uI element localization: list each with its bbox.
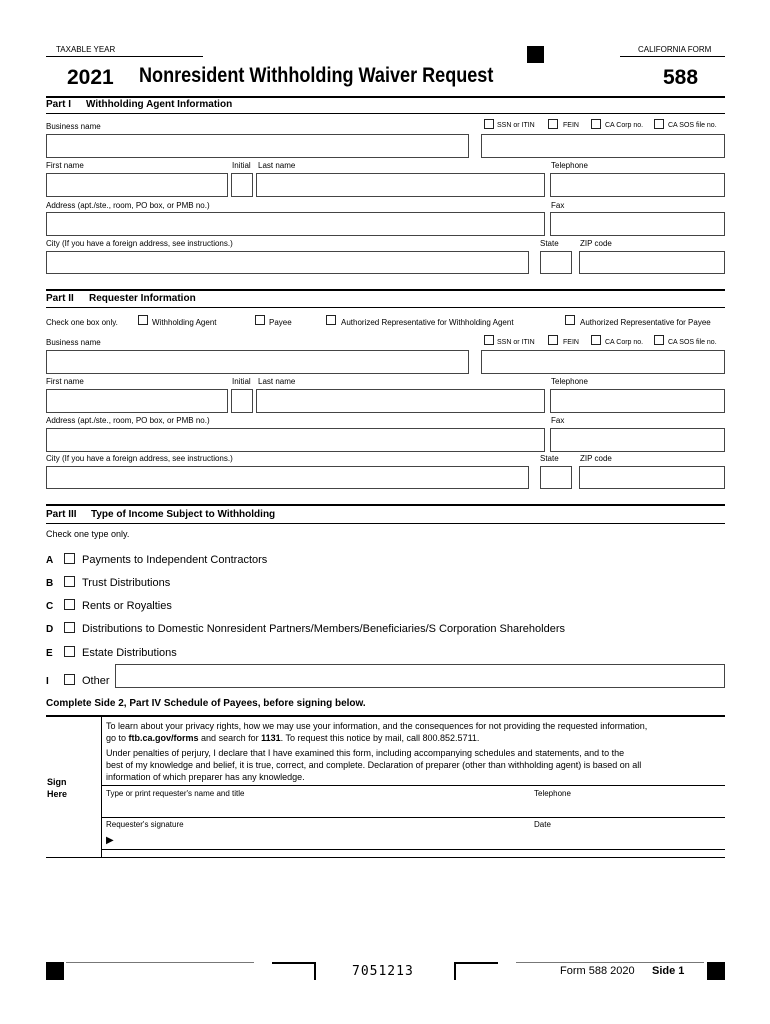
- requester-signature-label: Requester's signature: [106, 820, 184, 829]
- sign-label: Sign: [47, 777, 67, 787]
- p1-telephone-input[interactable]: [550, 173, 725, 197]
- p2-initial-label: Initial: [232, 377, 251, 386]
- p1-state-input[interactable]: [540, 251, 572, 274]
- part1-label: Part I: [46, 99, 72, 110]
- here-label: Here: [47, 789, 68, 799]
- p2-city-input[interactable]: [46, 466, 529, 489]
- p2-auth-rep-payee-checkbox[interactable]: [565, 315, 575, 325]
- perjury-line-1: Under penalties of perjury, I declare that I have examined this form, including accompanying schedules and statements, and to the: [106, 748, 625, 758]
- p2-auth-rep-agent-label: Authorized Representative for Withholding Agent: [341, 318, 514, 327]
- p1-cacorp-checkbox[interactable]: [591, 119, 601, 129]
- perjury-line-3: information of which preparer has any knowledge.: [106, 772, 305, 782]
- p2-auth-rep-agent-checkbox[interactable]: [326, 315, 336, 325]
- p3-item-e-label: Estate Distributions: [82, 647, 177, 659]
- p1-cacorp-label: CA Corp no.: [605, 122, 644, 129]
- privacy-mail-notice: . To request this notice by mail, call 800.852.5711.: [280, 733, 480, 743]
- p1-first-name-input[interactable]: [46, 173, 228, 197]
- p3-letter-d: D: [46, 624, 54, 635]
- p1-fax-input[interactable]: [550, 212, 725, 236]
- p3-letter-e: E: [46, 648, 53, 659]
- registration-mark: [527, 46, 544, 63]
- part3-title: Type of Income Subject to Withholding: [91, 509, 276, 520]
- p2-id-number-input[interactable]: [481, 350, 725, 374]
- p2-casos-label: CA SOS file no.: [668, 339, 717, 346]
- p2-payee-label: Payee: [269, 318, 292, 327]
- perjury-line-2: best of my knowledge and belief, it is true, correct, and complete. Declaration of preparer (other than withholding agent) is based on all: [106, 760, 642, 770]
- p2-fein-checkbox[interactable]: [548, 335, 558, 345]
- p2-last-name-label: Last name: [258, 377, 296, 386]
- form-year: 2021: [67, 66, 114, 89]
- p2-first-name-label: First name: [46, 377, 84, 386]
- p3-item-other-checkbox[interactable]: [64, 674, 75, 685]
- p3-letter-a: A: [46, 555, 54, 566]
- p3-item-c-label: Rents or Royalties: [82, 600, 172, 612]
- form-title: Nonresident Withholding Waiver Request: [139, 64, 494, 87]
- p2-business-name-label: Business name: [46, 338, 101, 347]
- p1-ssn-checkbox[interactable]: [484, 119, 494, 129]
- p2-address-label: Address (apt./ste., room, PO box, or PMB no.): [46, 416, 210, 425]
- p3-item-b-checkbox[interactable]: [64, 576, 75, 587]
- p2-zip-label: ZIP code: [580, 454, 612, 463]
- p3-item-b-label: Trust Distributions: [82, 577, 171, 589]
- p1-casos-label: CA SOS file no.: [668, 122, 717, 129]
- privacy-line-2: [106, 733, 479, 743]
- footer-side-label: Side 1: [652, 965, 685, 977]
- p3-letter-i: I: [46, 676, 49, 687]
- footer-corner-mark-left: [272, 962, 316, 980]
- p1-fein-checkbox[interactable]: [548, 119, 558, 129]
- p3-check-one-label: Check one type only.: [46, 529, 130, 539]
- p2-cacorp-checkbox[interactable]: [591, 335, 601, 345]
- p3-item-c-checkbox[interactable]: [64, 599, 75, 610]
- p2-fein-label: FEIN: [563, 339, 579, 346]
- part1-title: Withholding Agent Information: [86, 99, 233, 110]
- p2-telephone-input[interactable]: [550, 389, 725, 413]
- p3-item-e-checkbox[interactable]: [64, 646, 75, 657]
- privacy-line-1: To learn about your privacy rights, how we may use your information, and the consequences for not providing the requested information,: [106, 721, 648, 731]
- footer-form-label: Form 588 2020: [560, 965, 635, 977]
- p1-city-input[interactable]: [46, 251, 529, 274]
- p3-item-a-checkbox[interactable]: [64, 553, 75, 564]
- part2-title: Requester Information: [89, 293, 196, 304]
- p3-letter-c: C: [46, 601, 54, 612]
- footer-registration-right: [707, 962, 725, 980]
- p2-ssn-label: SSN or ITIN: [497, 339, 535, 346]
- privacy-go-to: go to: [106, 733, 129, 743]
- p2-state-input[interactable]: [540, 466, 572, 489]
- p3-item-d-label: Distributions to Domestic Nonresident Partners/Members/Beneficiaries/S Corporation Shareholders: [82, 623, 565, 635]
- p1-business-name-label: Business name: [46, 122, 101, 131]
- p2-withholding-agent-checkbox[interactable]: [138, 315, 148, 325]
- p3-letter-b: B: [46, 578, 54, 589]
- p2-zip-input[interactable]: [579, 466, 725, 489]
- requester-signature-input[interactable]: [120, 832, 724, 848]
- p2-cacorp-label: CA Corp no.: [605, 339, 644, 346]
- p3-item-d-checkbox[interactable]: [64, 622, 75, 633]
- p2-auth-rep-payee-label: Authorized Representative for Payee: [580, 318, 711, 327]
- privacy-search: and search for: [198, 733, 262, 743]
- p1-zip-label: ZIP code: [580, 239, 612, 248]
- p2-payee-checkbox[interactable]: [255, 315, 265, 325]
- p3-item-a-label: Payments to Independent Contractors: [82, 554, 268, 566]
- sign-telephone-label: Telephone: [534, 789, 571, 798]
- p2-withholding-agent-label: Withholding Agent: [152, 318, 217, 327]
- footer-form-code: 7051213: [352, 964, 414, 979]
- signature-arrow-icon: ▶: [106, 835, 114, 846]
- p3-item-other-label: Other: [82, 675, 110, 687]
- p2-last-name-input[interactable]: [256, 389, 545, 413]
- p1-initial-label: Initial: [232, 161, 251, 170]
- p2-check-one-label: Check one box only.: [46, 318, 118, 327]
- p2-casos-checkbox[interactable]: [654, 335, 664, 345]
- p1-zip-input[interactable]: [579, 251, 725, 274]
- p2-first-name-input[interactable]: [46, 389, 228, 413]
- p1-first-name-label: First name: [46, 161, 84, 170]
- part2-label: Part II: [46, 293, 74, 304]
- form-number: 588: [663, 66, 699, 89]
- p1-last-name-label: Last name: [258, 161, 296, 170]
- p2-ssn-checkbox[interactable]: [484, 335, 494, 345]
- p2-business-name-input[interactable]: [46, 350, 469, 374]
- p2-state-label: State: [540, 454, 559, 463]
- p3-other-input[interactable]: [115, 664, 725, 688]
- footer-registration-left: [46, 962, 64, 980]
- p2-city-label: City (If you have a foreign address, see instructions.): [46, 454, 233, 463]
- p2-telephone-label: Telephone: [551, 377, 588, 386]
- p1-initial-input[interactable]: [231, 173, 253, 197]
- footer-corner-mark-right: [454, 962, 498, 980]
- part3-label: Part III: [46, 509, 77, 520]
- p1-casos-checkbox[interactable]: [654, 119, 664, 129]
- p1-ssn-label: SSN or ITIN: [497, 122, 535, 129]
- p2-fax-label: Fax: [551, 416, 565, 425]
- taxable-year-label: TAXABLE YEAR: [56, 45, 116, 54]
- complete-side2-note: Complete Side 2, Part IV Schedule of Payees, before signing below.: [46, 698, 366, 709]
- requester-name-input[interactable]: [104, 798, 724, 815]
- p1-telephone-label: Telephone: [551, 161, 588, 170]
- p1-fax-label: Fax: [551, 201, 565, 210]
- p2-fax-input[interactable]: [550, 428, 725, 452]
- p1-business-name-input[interactable]: [46, 134, 469, 158]
- p1-address-input[interactable]: [46, 212, 545, 236]
- privacy-url[interactable]: ftb.ca.gov/forms: [128, 733, 199, 743]
- p2-initial-input[interactable]: [231, 389, 253, 413]
- p1-address-label: Address (apt./ste., room, PO box, or PMB no.): [46, 201, 210, 210]
- p1-id-number-input[interactable]: [481, 134, 725, 158]
- p2-address-input[interactable]: [46, 428, 545, 452]
- requester-name-label: Type or print requester's name and title: [106, 789, 245, 798]
- privacy-form-number: 1131: [261, 733, 281, 743]
- p1-city-label: City (If you have a foreign address, see instructions.): [46, 239, 233, 248]
- p1-fein-label: FEIN: [563, 122, 579, 129]
- sign-date-label: Date: [534, 820, 551, 829]
- p1-last-name-input[interactable]: [256, 173, 545, 197]
- p1-state-label: State: [540, 239, 559, 248]
- california-form-label: CALIFORNIA FORM: [638, 45, 712, 54]
